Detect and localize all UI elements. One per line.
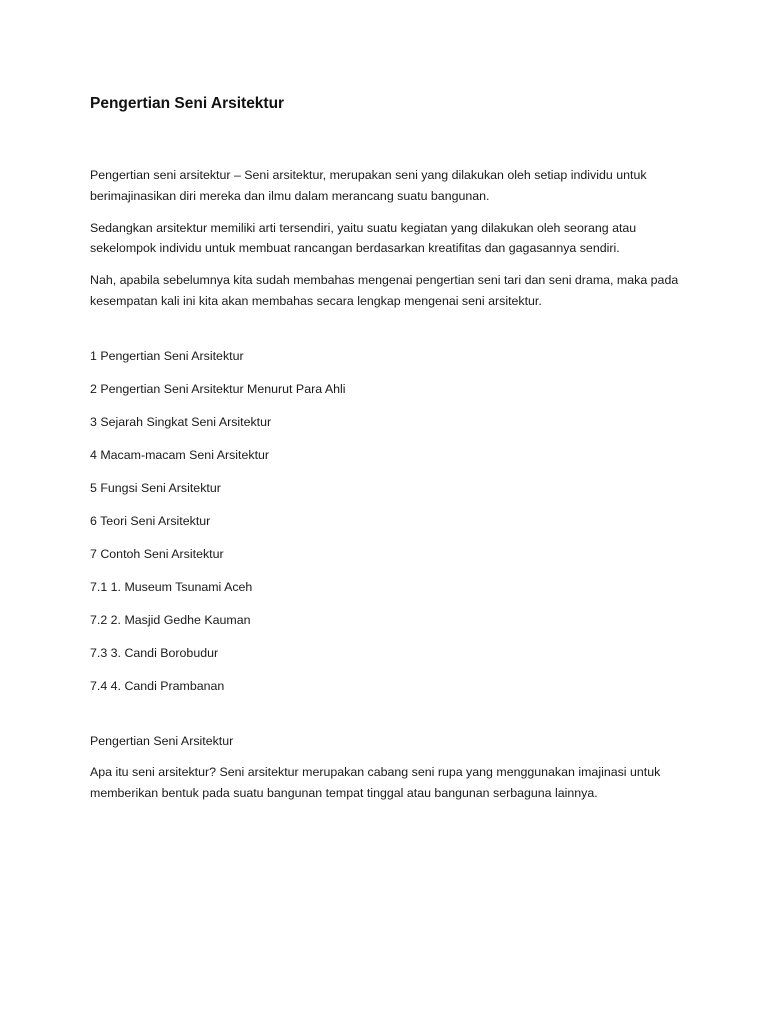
table-of-contents xyxy=(90,346,690,709)
section-heading: Pengertian Seni Arsitektur xyxy=(90,734,234,748)
toc-item: 6 Teori Seni Arsitektur xyxy=(90,514,211,528)
toc-item: 4 Macam-macam Seni Arsitektur xyxy=(90,448,270,462)
intro-section xyxy=(90,165,690,311)
definition-section xyxy=(90,731,690,803)
toc-item: 7.2 2. Masjid Gedhe Kauman xyxy=(90,613,251,627)
document-content xyxy=(90,92,690,815)
toc-item: 7.1 1. Museum Tsunami Aceh xyxy=(90,580,253,594)
toc-item: 2 Pengertian Seni Arsitektur Menurut Para Ahli xyxy=(90,382,346,396)
toc-item: 7 Contoh Seni Arsitektur xyxy=(90,547,224,561)
section-paragraph: Apa itu seni arsitektur? Seni arsitektur merupakan cabang seni rupa yang menggunakan imajinasi untuk memberikan bentuk pada suatu bangunan tempat tinggal atau bangunan serbaguna lainnya. xyxy=(90,765,661,800)
intro-paragraph: Pengertian seni arsitektur – Seni arsitektur, merupakan seni yang dilakukan oleh setiap individu untuk berimajinasikan diri mereka dan ilmu dalam merancang suatu bangunan. xyxy=(90,168,647,203)
toc-item: 1 Pengertian Seni Arsitektur xyxy=(90,349,244,363)
toc-item: 5 Fungsi Seni Arsitektur xyxy=(90,481,221,495)
toc-item: 7.3 3. Candi Borobudur xyxy=(90,646,219,660)
toc-item: 3 Sejarah Singkat Seni Arsitektur xyxy=(90,415,272,429)
intro-paragraph: Sedangkan arsitektur memiliki arti tersendiri, yaitu suatu kegiatan yang dilakukan oleh seorang atau sekelompok individu untuk membuat rancangan berdasarkan kreatifitas dan gagasannya sendiri. xyxy=(90,220,637,255)
toc-item: 7.4 4. Candi Prambanan xyxy=(90,679,225,693)
document-title: Pengertian Seni Arsitektur xyxy=(90,95,285,112)
intro-paragraph: Nah, apabila sebelumnya kita sudah membahas mengenai pengertian seni tari dan seni drama, maka pada kesempatan kali ini kita akan membahas secara lengkap mengenai seni arsitektur. xyxy=(90,273,679,308)
